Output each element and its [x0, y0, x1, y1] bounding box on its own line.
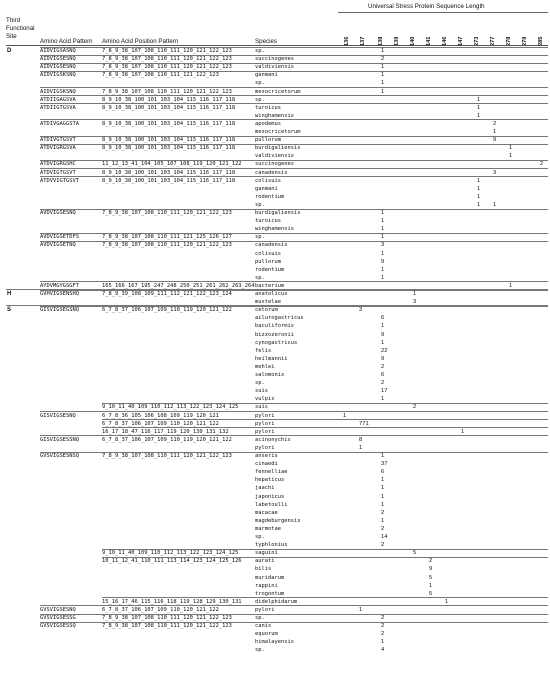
- table-row: [0, 177, 550, 185]
- species-cell: ailurogastricus: [255, 315, 304, 322]
- count-cell: 9: [493, 137, 497, 144]
- species-cell: felis: [255, 347, 272, 354]
- species-cell: rodentium: [255, 193, 285, 200]
- species-cell: sp.: [255, 274, 265, 281]
- positions-cell: 8_9_10_38_100_101_103_104_115_116_117_118: [102, 145, 236, 152]
- table-row: [0, 476, 550, 484]
- count-cell: 6: [381, 372, 385, 378]
- species-cell: pylori: [255, 412, 275, 419]
- table-row: [0, 306, 550, 314]
- count-cell: 2: [381, 623, 385, 630]
- table-row: [0, 322, 550, 330]
- pattern-cell: AIDVIGSESNQ: [40, 64, 76, 71]
- count-cell: 1: [381, 501, 385, 508]
- species-cell: burdigaliensis: [255, 145, 301, 152]
- count-cell: 3: [493, 169, 497, 176]
- species-cell: muridarum: [255, 574, 285, 581]
- table-row: [0, 387, 550, 395]
- species-cell: anatolicus: [255, 291, 288, 297]
- count-cell: 1: [381, 274, 385, 281]
- pattern-cell: ATDVIGRGSVA: [40, 145, 76, 152]
- count-cell: 1: [381, 339, 385, 346]
- count-cell: 1: [381, 250, 385, 257]
- count-cell: 4: [381, 647, 385, 654]
- count-cell: 1: [461, 428, 465, 435]
- table-row: [0, 379, 550, 387]
- pattern-cell: ATDVIGRGSHC: [40, 161, 76, 168]
- pattern-cell: AIDVIGSKSNQ: [40, 88, 76, 95]
- count-cell: 2: [429, 558, 433, 565]
- species-cell: valdiviensis: [255, 153, 294, 160]
- pattern-cell: ATDIVGAGGSTA: [40, 120, 79, 127]
- species-cell: mustelae: [255, 299, 281, 306]
- count-cell: 1: [477, 96, 481, 103]
- species-cell: baculiformis: [255, 323, 294, 330]
- length-header: [520, 18, 530, 46]
- table-row: [0, 217, 550, 225]
- column-header-species: Species: [255, 38, 278, 45]
- species-cell: burdigaliensis: [255, 210, 301, 216]
- positions-cell: 11_12_13_41_104_105_107_108_119_120_121_122: [102, 161, 242, 168]
- positions-cell: 8_9_10_38_100_101_103_104_115_116_117_118: [102, 177, 236, 184]
- table-row: [0, 630, 550, 638]
- length-header: [408, 18, 418, 46]
- species-cell: pylori: [255, 420, 275, 427]
- species-cell: japonicus: [255, 493, 285, 500]
- positions-cell: 7_8_9_38_107_108_110_111_120_121_122_123: [102, 48, 232, 54]
- table-row: [0, 266, 550, 274]
- count-cell: 771: [359, 420, 369, 427]
- length-header-label: 279: [522, 36, 528, 46]
- table-row: [0, 371, 550, 379]
- count-cell: 2: [413, 404, 417, 411]
- table-row: [0, 493, 550, 501]
- species-cell: colisuis: [255, 177, 281, 184]
- pattern-cell: GISVIGSEGSNQ: [40, 307, 79, 314]
- species-cell: cynogastricus: [255, 339, 298, 346]
- count-cell: 5: [429, 574, 433, 581]
- table-row: [0, 314, 550, 322]
- positions-cell: 7_8_9_38_107_108_110_111_121_125_126_127: [102, 234, 232, 241]
- table-row: [0, 484, 550, 492]
- species-cell: canis: [255, 623, 272, 630]
- pattern-cell: GVSVIGSESSQ: [40, 623, 76, 630]
- length-header-label: 138: [378, 36, 384, 46]
- table-row: [0, 452, 550, 460]
- length-header: [392, 18, 402, 46]
- table-row: [0, 355, 550, 363]
- length-header: [342, 18, 352, 46]
- species-cell: sp.: [255, 234, 265, 241]
- count-cell: 1: [381, 226, 385, 233]
- positions-cell: 16_17_18_47_116_117_119_120_130_131_132: [102, 428, 229, 435]
- positions-cell: 7_8_9_38_107_108_110_111_121_122_123: [102, 72, 219, 79]
- species-cell: pylori: [255, 428, 275, 435]
- count-cell: 9: [429, 566, 433, 573]
- lengths-title: Universal Stress Protein Sequence Length: [368, 3, 485, 10]
- species-cell: sp.: [255, 80, 265, 87]
- species-cell: saguini: [255, 550, 278, 557]
- count-cell: 1: [477, 112, 481, 119]
- length-header: [440, 18, 450, 46]
- positions-cell: 6_7_8_37_106_107_109_110_119_120_121_122: [102, 436, 232, 443]
- species-cell: turoicus: [255, 218, 281, 225]
- positions-cell: 8_9_10_38_100_101_103_104_115_116_117_118: [102, 96, 236, 103]
- count-cell: 1: [477, 185, 481, 192]
- species-cell: sp.: [255, 201, 265, 208]
- pattern-cell: ATDVIGTGSVT: [40, 169, 76, 176]
- pattern-cell: ATDVVIGTGSVT: [40, 177, 79, 184]
- length-header: [358, 18, 368, 46]
- table-row: [0, 557, 550, 565]
- count-cell: 2: [381, 525, 385, 532]
- table-row: [0, 509, 550, 517]
- positions-cell: 9_10_11_40_109_110_112_113_122_123_124_125: [102, 550, 239, 557]
- species-cell: bizzozeronii: [255, 331, 294, 338]
- count-cell: 17: [381, 388, 388, 395]
- site-cell: S: [7, 307, 12, 314]
- count-cell: 9: [381, 331, 385, 338]
- species-cell: magdeburgensis: [255, 517, 301, 524]
- table-row: [0, 638, 550, 646]
- count-cell: 1: [359, 444, 363, 451]
- length-header: [536, 18, 546, 46]
- count-cell: 1: [477, 201, 481, 208]
- pattern-cell: AVDVIGSESNQ: [40, 210, 76, 216]
- table-row: [0, 185, 550, 193]
- pattern-cell: GVSVIGSESNSQ: [40, 453, 79, 459]
- table-row: [0, 258, 550, 266]
- species-cell: sp.: [255, 48, 265, 54]
- species-cell: hepaticus: [255, 477, 285, 484]
- count-cell: 1: [477, 104, 481, 111]
- positions-cell: 9_10_11_40_109_110_112_113_122_123_124_125: [102, 404, 239, 411]
- count-cell: 1: [493, 129, 497, 135]
- positions-cell: 7_8_9_38_107_108_110_111_120_121_122_123: [102, 64, 232, 71]
- count-cell: 1: [381, 477, 385, 484]
- count-cell: 2: [381, 380, 385, 387]
- table-row: [0, 241, 550, 249]
- species-cell: pylori: [255, 606, 275, 613]
- count-cell: 1: [509, 145, 513, 152]
- table-row: [0, 290, 550, 298]
- length-header-label: 277: [490, 36, 496, 46]
- positions-cell: 8_9_10_38_100_101_103_104_115_116_117_118: [102, 169, 236, 176]
- lengths-title-rule: [338, 12, 548, 13]
- species-cell: mehlei: [255, 363, 275, 370]
- pattern-cell: GISVIGSESSNQ: [40, 436, 79, 443]
- count-cell: 3: [359, 307, 363, 314]
- species-cell: winghamensis: [255, 226, 294, 233]
- count-cell: 1: [413, 291, 417, 297]
- count-cell: 1: [381, 266, 385, 273]
- positions-cell: 8_9_10_38_100_101_103_104_115_116_117_118: [102, 120, 236, 127]
- positions-cell: 7_8_9_38_107_108_110_111_120_121_122_123: [102, 242, 232, 249]
- count-cell: 1: [477, 177, 481, 184]
- length-header-label: 140: [410, 36, 416, 46]
- count-cell: 1: [381, 234, 385, 241]
- table-row: [0, 193, 550, 201]
- column-header-pattern: Amino Acid Pattern: [40, 38, 93, 45]
- species-cell: sp.: [255, 615, 265, 621]
- count-cell: 2: [540, 161, 544, 168]
- column-header-positions: Amino Acid Position Pattern: [102, 38, 179, 45]
- length-header: [424, 18, 434, 46]
- pattern-cell: AYDVMGYGSGFT: [40, 282, 79, 289]
- table-row: [0, 622, 550, 630]
- species-cell: rodentium: [255, 266, 285, 273]
- count-cell: 1: [509, 153, 513, 160]
- site-cell: H: [7, 291, 12, 297]
- length-header-label: 285: [538, 36, 544, 46]
- count-cell: 3: [413, 299, 417, 306]
- species-cell: acinonychis: [255, 436, 291, 443]
- table-row: [0, 436, 550, 444]
- count-cell: 14: [381, 534, 388, 540]
- species-cell: ganmani: [255, 185, 278, 192]
- count-cell: 6: [381, 469, 385, 476]
- positions-cell: 15_16_17_46_115_116_118_119_128_129_130_131: [102, 598, 242, 605]
- positions-cell: 8_9_10_38_100_101_103_104_115_116_117_118: [102, 104, 236, 111]
- species-cell: bacterium: [255, 282, 285, 289]
- count-cell: 1: [381, 453, 385, 459]
- species-cell: didelphidarum: [255, 598, 298, 605]
- count-cell: 1: [509, 282, 513, 289]
- count-cell: 3: [381, 242, 385, 249]
- table-row: [0, 468, 550, 476]
- pattern-cell: ATDIVGTGSVT: [40, 137, 76, 144]
- species-cell: aurati: [255, 558, 275, 565]
- length-header-label: 139: [394, 36, 400, 46]
- pattern-cell: GVSVIGSESSG: [40, 615, 76, 621]
- species-cell: bilis: [255, 566, 272, 573]
- species-cell: heilmannii: [255, 355, 288, 362]
- species-cell: salomonis: [255, 372, 285, 378]
- count-cell: 1: [477, 193, 481, 200]
- column-header-site: Third Functional Site: [6, 17, 35, 40]
- count-cell: 1: [381, 48, 385, 54]
- count-cell: 1: [381, 218, 385, 225]
- species-cell: canadensis: [255, 242, 288, 249]
- positions-cell: 7_8_9_38_107_108_110_111_120_121_122_123: [102, 453, 232, 459]
- species-cell: marmotae: [255, 525, 281, 532]
- species-cell: ganmani: [255, 72, 278, 79]
- count-cell: 5: [429, 590, 433, 597]
- species-cell: mesocricetorum: [255, 129, 301, 135]
- species-cell: macacae: [255, 509, 278, 516]
- length-header-label: 278: [506, 36, 512, 46]
- table-row: [0, 582, 550, 590]
- species-cell: apodemus: [255, 120, 281, 127]
- pattern-cell: GVHVIGSENSHQ: [40, 291, 79, 297]
- pattern-cell: AVDVIGSETDFS: [40, 234, 79, 241]
- count-cell: 1: [343, 412, 347, 419]
- species-cell: pullorum: [255, 137, 281, 144]
- positions-cell: 8_9_10_38_100_101_103_104_115_116_117_118: [102, 137, 236, 144]
- length-header-label: 146: [442, 36, 448, 46]
- positions-cell: 165_166_167_195_247_248_250_251_261_262_263_264: [102, 282, 255, 289]
- species-cell: rappini: [255, 582, 278, 589]
- count-cell: 2: [381, 509, 385, 516]
- table-row: [0, 565, 550, 573]
- species-cell: sp.: [255, 96, 265, 103]
- pattern-cell: ATDIIGAGSVA: [40, 96, 76, 103]
- count-cell: 5: [413, 550, 417, 557]
- count-cell: 2: [381, 363, 385, 370]
- count-cell: 22: [381, 347, 388, 354]
- table-row: [0, 104, 550, 112]
- table-row: [0, 517, 550, 525]
- species-cell: turoicus: [255, 104, 281, 111]
- pattern-cell: AVDVIGSETNQ: [40, 242, 76, 249]
- species-cell: equorum: [255, 631, 278, 638]
- count-cell: 1: [381, 639, 385, 646]
- species-cell: himalayensis: [255, 639, 294, 646]
- species-cell: cetorum: [255, 307, 278, 314]
- count-cell: 8: [359, 436, 363, 443]
- count-cell: 1: [359, 606, 363, 613]
- species-cell: valdiviensis: [255, 64, 294, 71]
- length-header-label: 147: [458, 36, 464, 46]
- count-cell: 9: [381, 258, 385, 265]
- species-cell: sp.: [255, 647, 265, 654]
- species-cell: suis: [255, 388, 268, 395]
- table-row: [0, 460, 550, 468]
- table-row: [0, 363, 550, 371]
- count-cell: 1: [381, 88, 385, 95]
- species-cell: succinogenes: [255, 161, 294, 168]
- table-row: [0, 339, 550, 347]
- table-row: [0, 144, 550, 152]
- count-cell: 1: [381, 72, 385, 79]
- positions-cell: 6_7_8_37_106_107_109_110_120_121_122: [102, 420, 219, 427]
- pattern-cell: ATDIIGTGSVA: [40, 104, 76, 111]
- count-cell: 2: [381, 631, 385, 638]
- table-row: [0, 646, 550, 654]
- count-cell: 1: [445, 598, 449, 605]
- count-cell: 1: [381, 210, 385, 216]
- count-cell: 1: [429, 582, 433, 589]
- species-cell: jaachi: [255, 485, 275, 492]
- length-header-label: 137: [360, 36, 366, 46]
- count-cell: 37: [381, 461, 388, 468]
- length-header-label: 273: [474, 36, 480, 46]
- positions-cell: 7_8_9_38_107_108_110_111_120_121_122_123: [102, 615, 232, 621]
- count-cell: 1: [381, 517, 385, 524]
- species-cell: anseris: [255, 453, 278, 459]
- species-cell: pullorum: [255, 258, 281, 265]
- count-cell: 1: [381, 485, 385, 492]
- table-row: [0, 501, 550, 509]
- species-cell: succinogenes: [255, 56, 294, 63]
- length-header-label: 136: [344, 36, 350, 46]
- table-row: [0, 209, 550, 217]
- count-cell: 2: [381, 56, 385, 63]
- positions-cell: 6_7_8_36_105_106_108_109_119_120_121: [102, 412, 219, 419]
- length-header: [488, 18, 498, 46]
- count-cell: 6: [381, 315, 385, 322]
- species-cell: typhlonius: [255, 542, 288, 549]
- pattern-cell: AIDVIGSESNQ: [40, 56, 76, 63]
- count-cell: 1: [381, 80, 385, 87]
- species-cell: trogontum: [255, 590, 285, 597]
- table-row: [0, 250, 550, 258]
- table-row: [0, 574, 550, 582]
- species-cell: labetoulli: [255, 501, 288, 508]
- table-row: [0, 533, 550, 541]
- species-cell: canadensis: [255, 169, 288, 176]
- count-cell: 2: [381, 542, 385, 549]
- count-cell: 1: [381, 64, 385, 71]
- site-cell: D: [7, 48, 12, 54]
- species-cell: sp.: [255, 380, 265, 387]
- positions-cell: 7_8_9_38_107_108_110_111_120_121_122_123: [102, 623, 232, 630]
- positions-cell: 7_8_9_39_108_109_111_112_121_122_123_124: [102, 291, 232, 297]
- count-cell: 2: [381, 615, 385, 621]
- length-header: [504, 18, 514, 46]
- length-header: [472, 18, 482, 46]
- count-cell: 1: [493, 201, 497, 208]
- pattern-cell: AIDVIGSASNQ: [40, 48, 76, 54]
- species-cell: winghamensis: [255, 112, 294, 119]
- positions-cell: 7_8_9_38_107_108_110_111_120_121_122_123: [102, 88, 232, 95]
- count-cell: 1: [381, 396, 385, 403]
- species-cell: cinaedi: [255, 461, 278, 468]
- pattern-cell: AIDVIGSKSNQ: [40, 72, 76, 79]
- table-row: [0, 525, 550, 533]
- length-header: [376, 18, 386, 46]
- species-cell: mesocricetorum: [255, 88, 301, 95]
- table-row: [0, 347, 550, 355]
- species-cell: colisuis: [255, 250, 281, 257]
- length-header: [456, 18, 466, 46]
- positions-cell: 6_7_8_37_106_107_109_110_120_121_122: [102, 606, 219, 613]
- table-row: [0, 120, 550, 128]
- positions-cell: 6_7_8_37_106_107_109_110_119_120_121_122: [102, 307, 232, 314]
- table-row: [0, 331, 550, 339]
- positions-cell: 7_8_9_38_107_108_110_111_120_121_122_123: [102, 56, 232, 63]
- positions-cell: 7_8_9_38_107_108_110_111_120_121_122_123: [102, 210, 232, 216]
- positions-cell: 10_11_12_41_110_111_113_114_123_124_125_126: [102, 558, 242, 565]
- count-cell: 9: [381, 355, 385, 362]
- species-cell: pylori: [255, 444, 275, 451]
- species-cell: suis: [255, 404, 268, 411]
- table-row: [0, 71, 550, 79]
- count-cell: 1: [381, 493, 385, 500]
- species-cell: sp.: [255, 534, 265, 540]
- count-cell: 1: [381, 323, 385, 330]
- species-cell: fennelliae: [255, 469, 288, 476]
- pattern-cell: GVSVIGSESNQ: [40, 606, 76, 613]
- species-cell: vulpis: [255, 396, 275, 403]
- count-cell: 2: [493, 120, 497, 127]
- pattern-cell: GISVIGSESNQ: [40, 412, 76, 419]
- length-header-label: 141: [426, 36, 432, 46]
